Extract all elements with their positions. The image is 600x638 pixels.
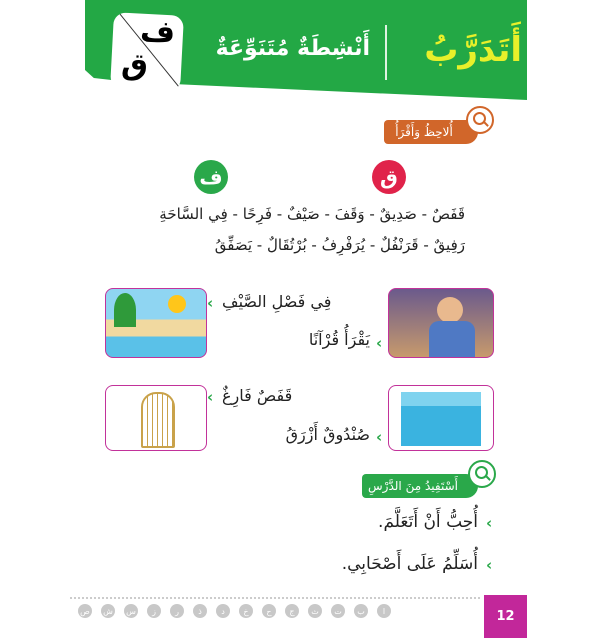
alphabet-letter: ذ [193, 604, 207, 618]
alphabet-letter: ج [285, 604, 299, 618]
letter-card [110, 12, 184, 92]
chevron-icon: ‹ [207, 294, 214, 312]
separator: - [306, 236, 322, 254]
header-divider [385, 25, 387, 80]
alphabet-letter: د [216, 604, 230, 618]
separator: - [252, 236, 267, 254]
badge-label: أُلاحِظُ وَأَقْرَأُ [395, 125, 453, 139]
words-line-2 [215, 236, 465, 254]
chevron-icon: ‹ [486, 514, 493, 532]
separator: - [272, 205, 287, 223]
magnifier-icon [468, 460, 496, 488]
separator: - [319, 205, 335, 223]
separator: - [227, 205, 243, 223]
magnifier-icon [466, 106, 494, 134]
word: صَيْفٌ [286, 205, 320, 223]
word: قَرَنْفُلٌ [380, 236, 419, 254]
alphabet-letter: ص [78, 604, 92, 618]
chevron-icon: ‹ [376, 334, 383, 352]
caption-quran: يَقْرَأُ قُرْآنًا [308, 330, 370, 349]
word: يَصَفِّقُ [214, 236, 253, 254]
alphabet-letter: ر [170, 604, 184, 618]
alphabet-strip [78, 604, 391, 618]
separator: - [364, 205, 380, 223]
alphabet-letter: ب [354, 604, 368, 618]
word: قَفَصٌ [431, 205, 465, 223]
alphabet-letter: ز [147, 604, 161, 618]
badge-label: أَسْتَفِيدُ مِنَ الدَّرْسِ [368, 479, 458, 493]
page-number: 12 [484, 595, 527, 638]
page-title: أَتَدَرَّبُ [424, 30, 522, 70]
chevron-icon: ‹ [376, 428, 383, 446]
caption-box: صُنْدُوقٌ أَزْرَقُ [285, 425, 370, 444]
alphabet-letter: ح [262, 604, 276, 618]
beach-summer-image [105, 288, 207, 358]
separator: - [365, 236, 381, 254]
letter-bottom: ق [120, 46, 150, 84]
lesson-line-2: أُسَلِّمُ عَلَى أَصْحَابِي. [341, 554, 478, 574]
caption-summer: فِي فَصْلِ الصَّيْفِ [222, 292, 332, 311]
lesson-line-1: أُحِبُّ أَنْ أَتَعَلَّمَ. [378, 512, 478, 532]
alphabet-letter: ش [101, 604, 115, 618]
alphabet-letter: خ [239, 604, 253, 618]
empty-birdcage-image [105, 385, 207, 451]
chevron-icon: ‹ [486, 556, 493, 574]
footer-dotted-line [70, 597, 480, 599]
blue-box-image [388, 385, 494, 451]
word: بُرْتُقَالٌ [266, 236, 307, 254]
separator: - [416, 205, 432, 223]
separator: - [418, 236, 434, 254]
chevron-icon: ‹ [207, 388, 214, 406]
alphabet-letter: ث [308, 604, 322, 618]
observe-read-badge [384, 120, 478, 144]
word: يُرَفْرِفُ [321, 236, 366, 254]
word: وَقَفَ [334, 205, 365, 223]
words-line-1 [159, 205, 465, 223]
boy-reading-quran-image [388, 288, 494, 358]
letter-top: ف [139, 13, 176, 51]
word: فِي السَّاحَةِ [159, 205, 228, 223]
alphabet-letter: ا [377, 604, 391, 618]
letter-circle-f: ف [194, 160, 228, 194]
word: فَرِحًا [242, 205, 272, 223]
letter-circle-q: ق [372, 160, 406, 194]
alphabet-letter: س [124, 604, 138, 618]
caption-cage: قَفَصٌ فَارِغٌ [222, 386, 293, 405]
lesson-benefit-badge [362, 474, 478, 498]
page-subtitle: أَنْشِطَةٌ مُتَنَوِّعَةٌ [215, 36, 370, 61]
word: صَدِيقٌ [379, 205, 417, 223]
word: رَفِيقٌ [433, 236, 465, 254]
alphabet-letter: ت [331, 604, 345, 618]
